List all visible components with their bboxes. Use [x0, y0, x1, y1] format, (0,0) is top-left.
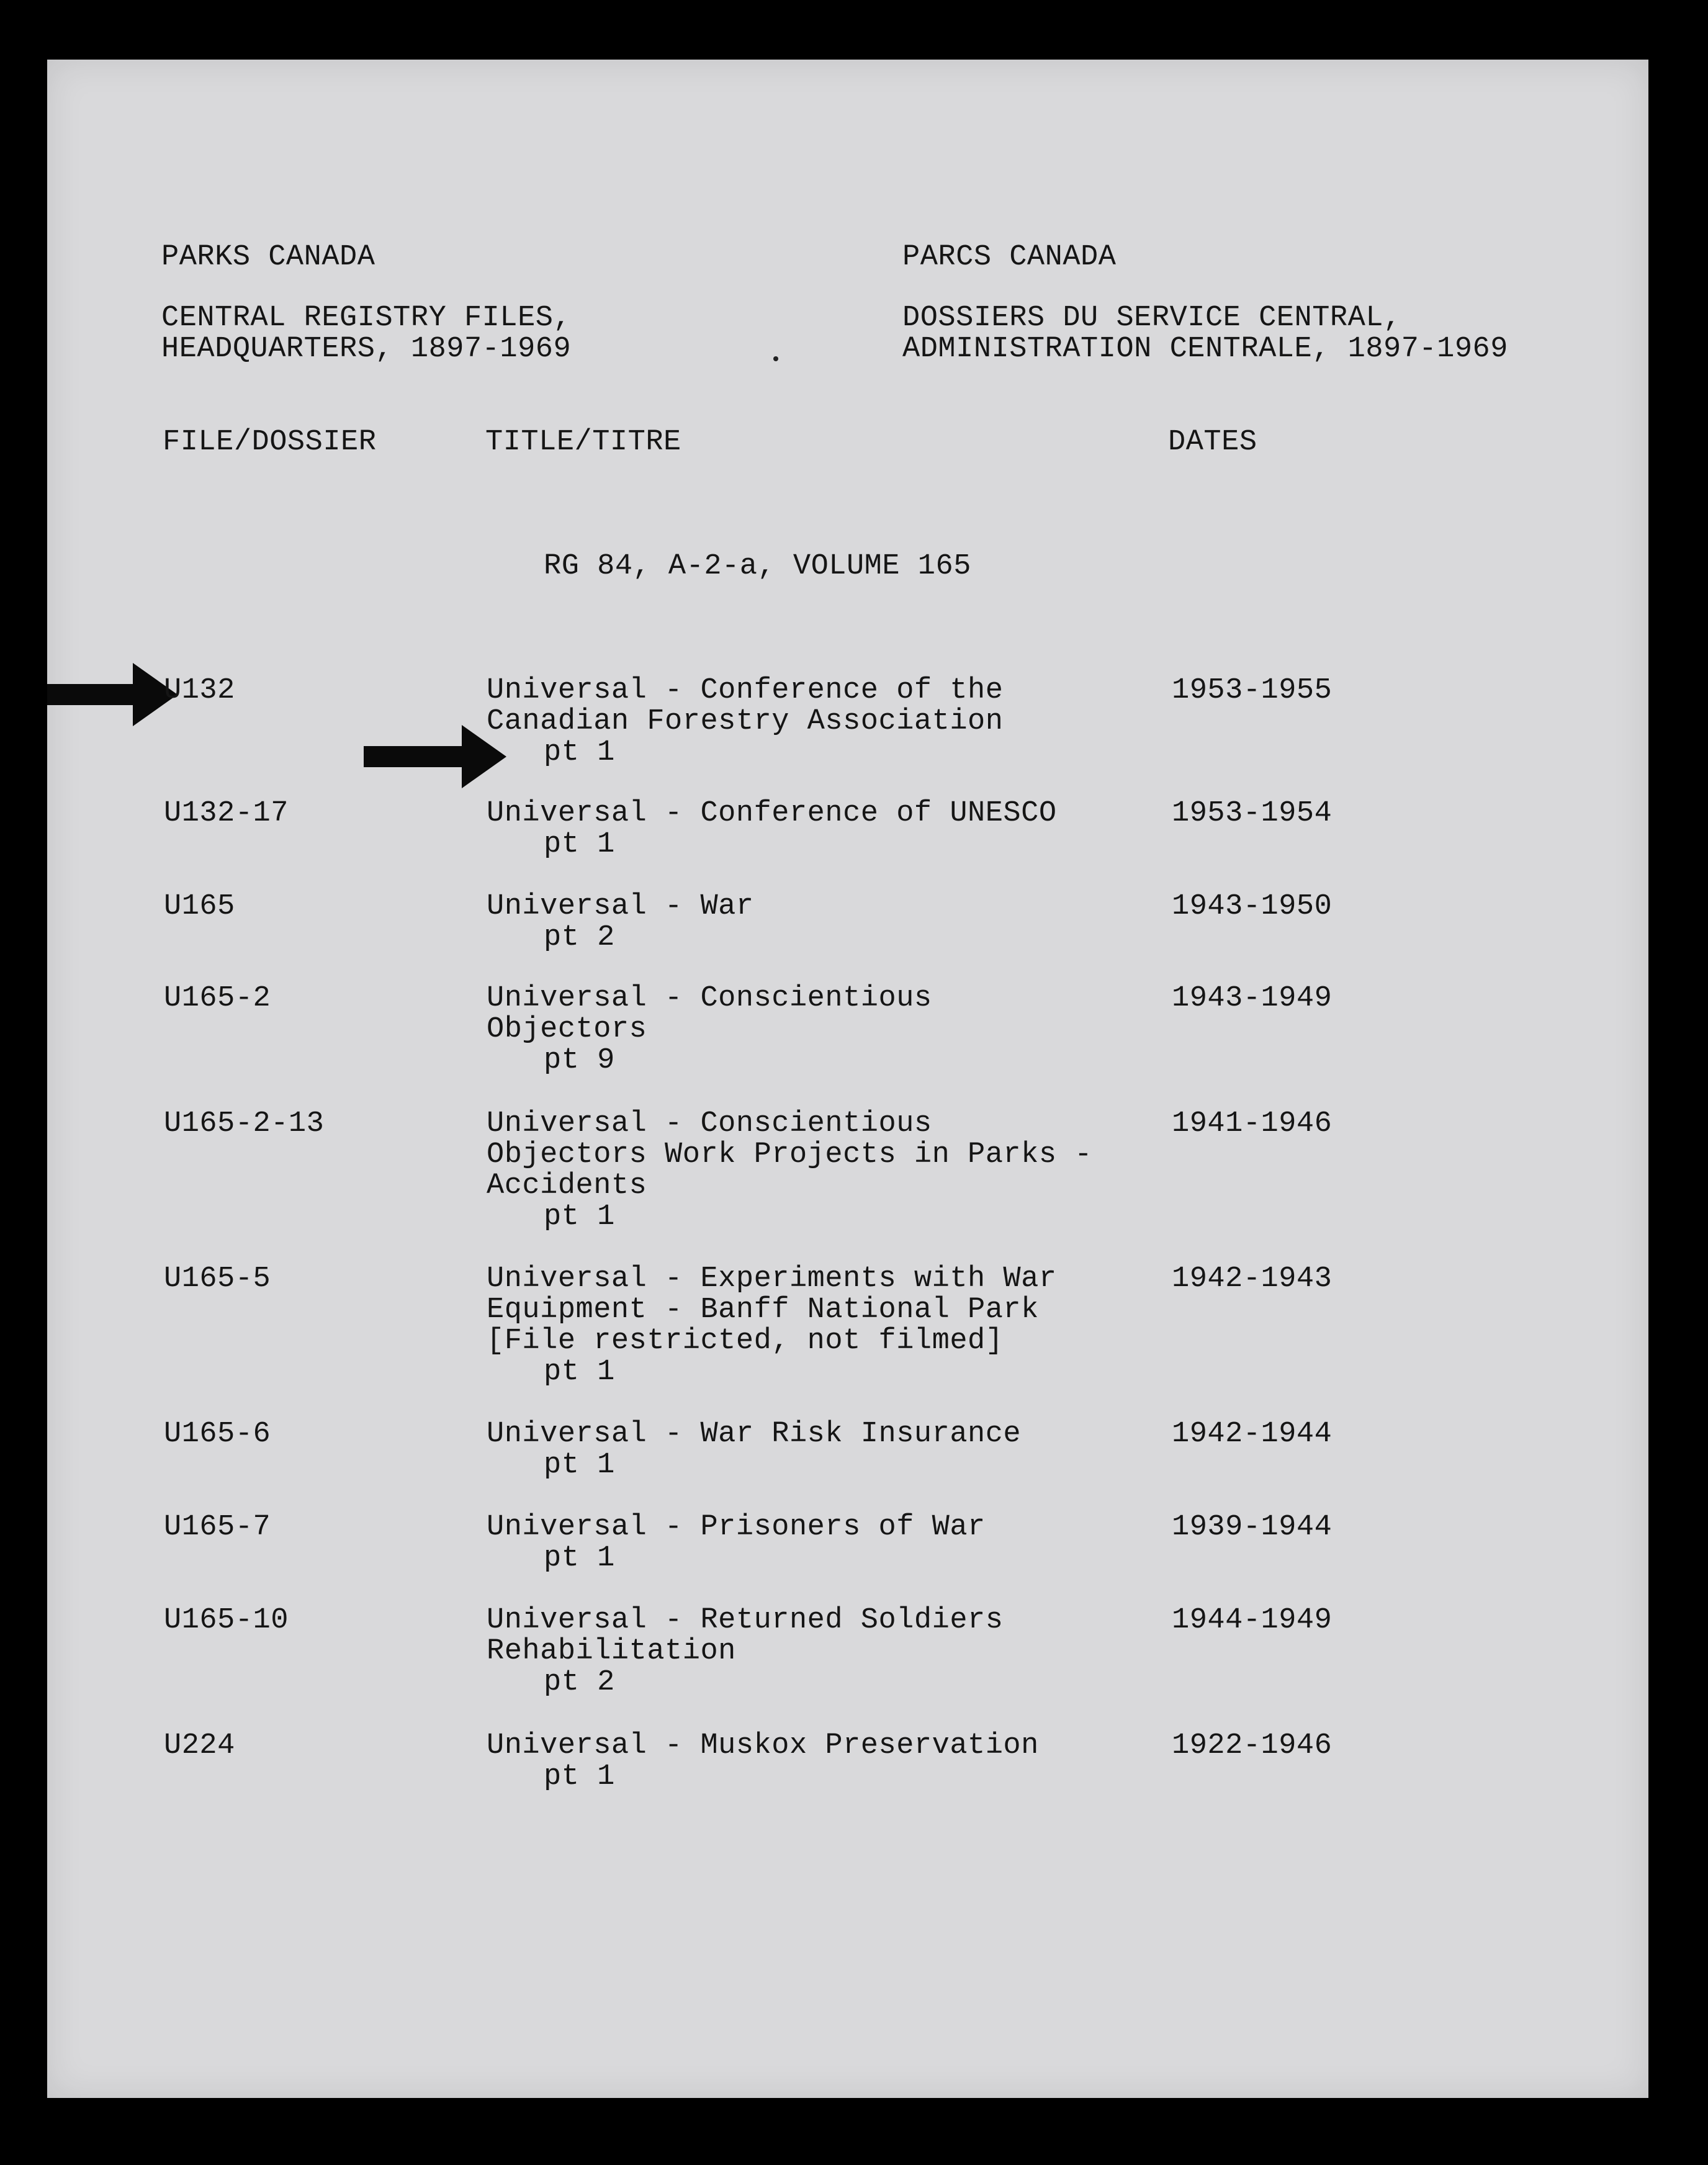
- date-range: 1941-1946: [1172, 1107, 1333, 1140]
- date-range: 1943-1949: [1172, 982, 1333, 1015]
- volume-heading: RG 84, A-2-a, VOLUME 165: [544, 550, 971, 583]
- date-range: 1922-1946: [1172, 1729, 1333, 1762]
- date-range: 1943-1950: [1172, 890, 1333, 923]
- title-line: Universal - War: [487, 890, 754, 923]
- part-number: pt 1: [544, 1760, 615, 1793]
- column-header-file: FILE/DOSSIER: [163, 426, 377, 459]
- column-header-title: TITLE/TITRE: [485, 426, 681, 459]
- title-line: Universal - Conscientious: [487, 1107, 932, 1140]
- title-line: Universal - Muskox Preservation: [487, 1729, 1039, 1762]
- arrow-icon: [47, 684, 134, 705]
- date-range: 1942-1944: [1172, 1418, 1333, 1451]
- document-page: [47, 60, 1648, 2098]
- header-left-line1: CENTRAL REGISTRY FILES,: [161, 302, 572, 335]
- header-right-line1: DOSSIERS DU SERVICE CENTRAL,: [902, 302, 1401, 335]
- title-line: Universal - Conference of UNESCO: [487, 797, 1057, 830]
- file-number: U165-2: [164, 982, 271, 1015]
- part-number: pt 1: [544, 1356, 615, 1389]
- title-line: Objectors: [487, 1013, 647, 1046]
- file-number: U132: [164, 674, 235, 707]
- part-number: pt 1: [544, 1200, 615, 1233]
- date-range: 1944-1949: [1172, 1604, 1333, 1637]
- part-number: pt 1: [544, 1542, 615, 1575]
- file-number: U165-6: [164, 1418, 271, 1451]
- date-range: 1953-1955: [1172, 674, 1333, 707]
- title-line: [File restricted, not filmed]: [487, 1325, 1004, 1357]
- file-number: U224: [164, 1729, 235, 1762]
- file-number: U165-2-13: [164, 1107, 325, 1140]
- file-number: U165: [164, 890, 235, 923]
- title-line: Universal - Conference of the: [487, 674, 1004, 707]
- title-line: Objectors Work Projects in Parks -: [487, 1138, 1092, 1171]
- part-number: pt 2: [544, 921, 615, 954]
- date-range: 1953-1954: [1172, 797, 1333, 830]
- header-left-line2: HEADQUARTERS, 1897-1969: [161, 333, 572, 366]
- column-header-dates: DATES: [1168, 426, 1257, 459]
- header-right-org: PARCS CANADA: [902, 241, 1117, 274]
- arrow-icon: [364, 746, 463, 767]
- part-number: pt 9: [544, 1044, 615, 1077]
- title-line: Universal - Prisoners of War: [487, 1511, 986, 1544]
- date-range: 1942-1943: [1172, 1263, 1333, 1295]
- part-number: pt 1: [544, 828, 615, 861]
- file-number: U165-10: [164, 1604, 289, 1637]
- speck: [773, 356, 778, 361]
- part-number: pt 2: [544, 1666, 615, 1699]
- title-line: Rehabilitation: [487, 1635, 736, 1668]
- header-left-org: PARKS CANADA: [161, 241, 375, 274]
- title-line: Universal - Experiments with War: [487, 1263, 1057, 1295]
- date-range: 1939-1944: [1172, 1511, 1333, 1544]
- title-line: Universal - War Risk Insurance: [487, 1418, 1022, 1451]
- title-line: Accidents: [487, 1169, 647, 1202]
- file-number: U165-5: [164, 1263, 271, 1295]
- title-line: Canadian Forestry Association: [487, 705, 1004, 738]
- part-number: pt 1: [544, 1449, 615, 1482]
- title-line: Universal - Conscientious: [487, 982, 932, 1015]
- file-number: U132-17: [164, 797, 289, 830]
- file-number: U165-7: [164, 1511, 271, 1544]
- title-line: Equipment - Banff National Park: [487, 1294, 1039, 1326]
- part-number: pt 1: [544, 736, 615, 769]
- header-right-line2: ADMINISTRATION CENTRALE, 1897-1969: [902, 333, 1508, 366]
- title-line: Universal - Returned Soldiers: [487, 1604, 1004, 1637]
